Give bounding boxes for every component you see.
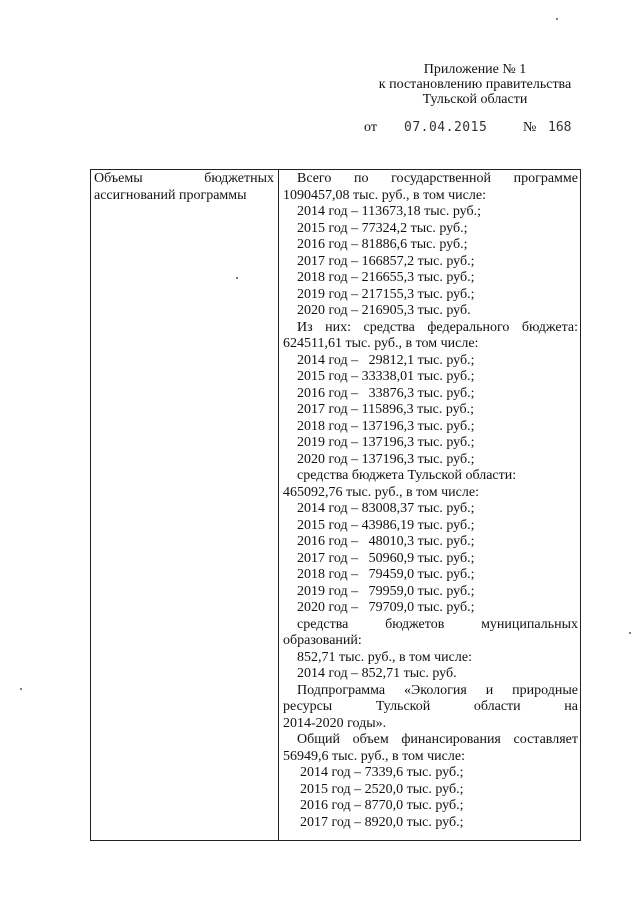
regional-year-line: 2020 год – 79709,0 тыс. руб.; [297, 600, 475, 615]
regional-year-line: 2014 год – 83008,37 тыс. руб.; [297, 501, 475, 516]
text-word: Всего [297, 171, 332, 186]
table-right-cell [283, 171, 578, 831]
text-word: финансирования [401, 732, 501, 747]
subprogram-year-line: 2014 год – 7339,6 тыс. руб.; [300, 765, 464, 780]
total-amount-line: 1090457,08 тыс. руб., в том числе: [283, 187, 486, 203]
scan-speck [556, 18, 558, 20]
number-label: № [523, 120, 537, 135]
subprogram-title-line [283, 699, 578, 716]
appendix-title: Приложение № 1 [423, 62, 527, 77]
total-year-line: 2020 год – 216905,3 тыс. руб. [297, 303, 471, 318]
left-cell-word: Объемы [94, 171, 143, 186]
region-name: Тульской области [422, 92, 528, 107]
federal-year-line: 2017 год – 115896,3 тыс. руб.; [297, 402, 474, 417]
text-word: Подпрограмма [297, 682, 386, 698]
federal-year-line: 2016 год – 33876,3 тыс. руб.; [297, 385, 475, 401]
subprogram-title-line: 2014-2020 годы». [283, 715, 387, 731]
scan-speck [20, 688, 22, 690]
text-word: программе [513, 171, 578, 186]
text-word: бюджета: [521, 319, 578, 335]
resolution-reference: к постановлению правительства [378, 77, 572, 92]
subprogram-total-intro-line [283, 732, 578, 749]
total-year-line: 2014 год – 113673,18 тыс. руб.; [297, 204, 481, 219]
regional-year-line: 2016 год – 48010,3 тыс. руб.; [297, 534, 475, 549]
document-header [360, 62, 590, 107]
text-word: «Экология [404, 682, 467, 698]
text-word: средства [297, 616, 349, 632]
regional-intro-line: средства бюджета Тульской области: [297, 468, 517, 483]
regional-year-line: 2017 год – 50960,9 тыс. руб.; [297, 550, 475, 566]
text-word: природные [512, 682, 578, 698]
total-year-line: 2019 год – 217155,3 тыс. руб.; [297, 286, 475, 302]
scan-speck [629, 632, 631, 634]
text-word: ресурсы [283, 699, 333, 714]
regional-year-line: 2018 год – 79459,0 тыс. руб.; [297, 567, 475, 582]
text-word: на [564, 699, 578, 714]
text-word: области [473, 699, 521, 714]
municipal-year-line: 2014 год – 852,71 тыс. руб. [297, 666, 457, 681]
federal-year-line: 2019 год – 137196,3 тыс. руб.; [297, 435, 475, 450]
text-word: Из [297, 319, 313, 335]
left-cell-line [94, 171, 274, 188]
total-year-line: 2015 год – 77324,2 тыс. руб.; [297, 220, 468, 236]
text-word: объем [352, 732, 389, 747]
subprogram-year-line: 2015 год – 2520,0 тыс. руб.; [300, 781, 464, 797]
subprogram-title-line [283, 683, 578, 700]
text-word: бюджетов [385, 616, 445, 632]
federal-year-line: 2020 год – 137196,3 тыс. руб.; [297, 451, 475, 467]
date-prefix: от [364, 120, 377, 135]
federal-year-line: 2018 год – 137196,3 тыс. руб.; [297, 418, 475, 434]
text-word: Тульской [375, 699, 431, 714]
federal-intro-line [283, 320, 578, 337]
text-word: государственной [391, 171, 491, 186]
regional-year-line: 2015 год – 43986,19 тыс. руб.; [297, 517, 475, 533]
regional-amount-line: 465092,76 тыс. руб., в том числе: [283, 484, 479, 500]
federal-amount-line: 624511,61 тыс. руб., в том числе: [283, 336, 479, 351]
text-word: средства [363, 319, 415, 335]
text-word: федерального [427, 319, 510, 335]
total-year-line: 2016 год – 81886,6 тыс. руб.; [297, 237, 468, 252]
regional-year-line: 2019 год – 79959,0 тыс. руб.; [297, 583, 475, 599]
subprogram-year-line: 2017 год – 8920,0 тыс. руб.; [300, 814, 464, 830]
municipal-intro-line2: образований: [283, 633, 362, 648]
total-year-line: 2017 год – 166857,2 тыс. руб.; [297, 253, 475, 269]
left-cell-word: бюджетных [204, 171, 274, 186]
text-word: Общий [297, 732, 340, 747]
subprogram-amount-line: 56949,6 тыс. руб., в том числе: [283, 748, 465, 764]
municipal-intro-line [283, 617, 578, 634]
table-left-cell [94, 171, 274, 204]
text-word: них: [325, 319, 352, 335]
federal-year-line: 2015 год – 33338,01 тыс. руб.; [297, 369, 475, 384]
total-year-line: 2018 год – 216655,3 тыс. руб.; [297, 270, 475, 285]
text-word: и [485, 682, 494, 698]
municipal-amount-line: 852,71 тыс. руб., в том числе: [297, 649, 472, 665]
total-intro-line [283, 171, 578, 188]
federal-year-line: 2014 год – 29812,1 тыс. руб.; [297, 352, 475, 368]
text-word: муниципальных [481, 616, 578, 632]
number-stamp: 168 [548, 120, 572, 135]
date-stamp: 07.04.2015 [404, 120, 488, 135]
subprogram-year-line: 2016 год – 8770,0 тыс. руб.; [300, 798, 464, 813]
scan-speck [236, 277, 238, 279]
text-word: по [354, 171, 369, 186]
left-cell-line: ассигнований программы [94, 187, 247, 203]
text-word: составляет [513, 732, 578, 747]
table-column-divider [278, 169, 279, 841]
